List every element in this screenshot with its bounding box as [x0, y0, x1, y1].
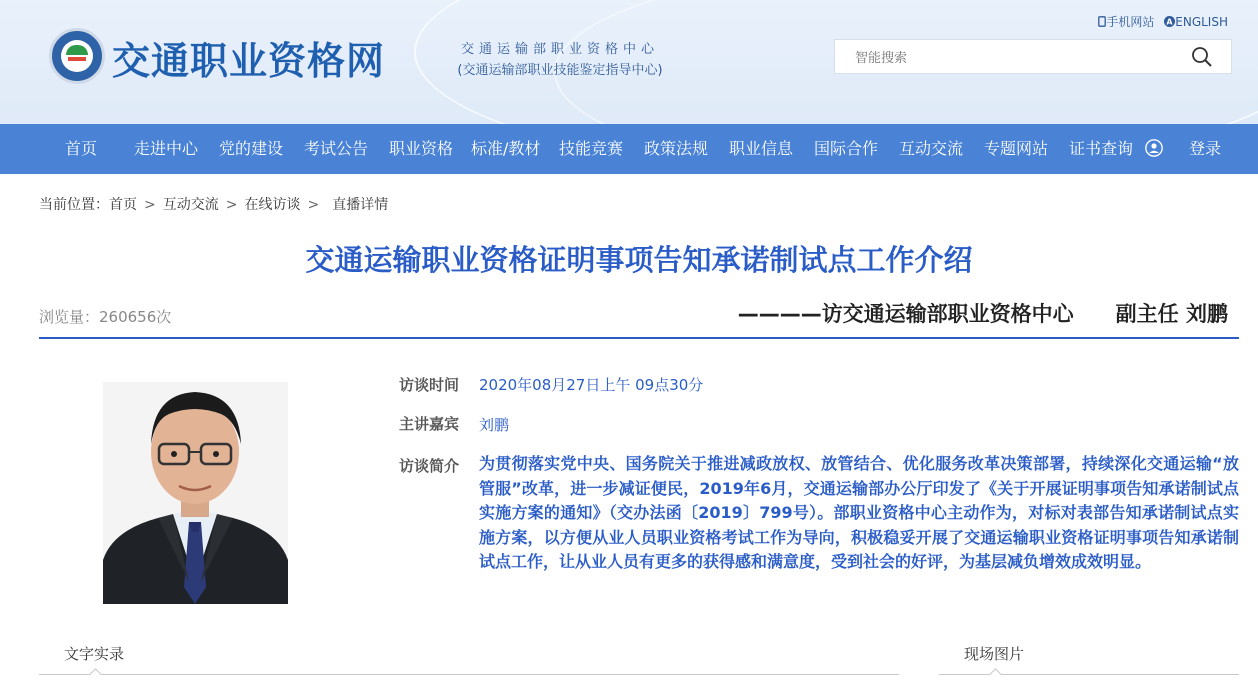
- breadcrumb-prefix: 当前位置：: [39, 197, 109, 213]
- nav-item-policy[interactable]: 政策法规: [644, 139, 709, 158]
- tab-pointer: [89, 668, 102, 681]
- breadcrumb-separator: >: [307, 197, 320, 213]
- center-name: 交通运输部职业资格中心: [460, 42, 659, 57]
- guest-portrait-illustration: [103, 382, 288, 604]
- nav-item-about[interactable]: 走进中心: [134, 139, 199, 158]
- english-link[interactable]: [1164, 15, 1228, 29]
- nav-item-qualification[interactable]: 职业资格: [389, 139, 454, 158]
- svg-text:A: A: [1166, 17, 1173, 27]
- nav-item-interaction[interactable]: 互动交流: [899, 139, 964, 158]
- nav-item-home[interactable]: 首页: [65, 139, 98, 158]
- article-subtitle: ————访交通运输部职业资格中心 副主任 刘鹏: [737, 302, 1228, 326]
- interview-time-value: 2020年08月27日上午 09点30分: [479, 376, 704, 394]
- transcript-divider: [39, 674, 899, 675]
- guest-name: 刘鹏: [479, 416, 510, 434]
- article-title: 交通运输职业资格证明事项告知承诺制试点工作介绍: [305, 243, 973, 277]
- tab-photos[interactable]: 现场图片: [964, 645, 1025, 663]
- search-input[interactable]: [853, 46, 1177, 70]
- view-count: 浏览量：260656次: [39, 308, 172, 326]
- nav-item-topics[interactable]: 专题网站: [984, 139, 1049, 158]
- nav-item-competition[interactable]: 技能竞赛: [559, 139, 624, 158]
- top-links: [1092, 13, 1228, 30]
- guest-label: 主讲嘉宾: [399, 415, 460, 433]
- breadcrumb-home[interactable]: 首页: [109, 197, 137, 213]
- user-icon[interactable]: [1145, 139, 1163, 157]
- nav-item-occupation-info[interactable]: 职业信息: [729, 139, 794, 158]
- nav-item-party[interactable]: 党的建设: [219, 139, 284, 158]
- guest-photo: [103, 382, 288, 604]
- nav-item-exam-notice[interactable]: 考试公告: [304, 139, 369, 158]
- search-icon[interactable]: [1191, 46, 1213, 68]
- breadcrumb-online-interview[interactable]: 在线访谈: [244, 197, 301, 213]
- breadcrumb-live-detail[interactable]: 直播详情: [332, 197, 389, 213]
- tab-transcript[interactable]: 文字实录: [64, 645, 125, 663]
- site-logo-text[interactable]: 交通职业资格网: [112, 39, 386, 83]
- english-link-label: ENGLISH: [1175, 15, 1228, 29]
- search-box[interactable]: [834, 39, 1232, 74]
- mobile-link-label: 手机网站: [1106, 15, 1155, 29]
- login-link[interactable]: 登录: [1189, 139, 1222, 158]
- center-subname: (交通运输部职业技能鉴定指导中心): [457, 63, 663, 78]
- main-nav: [0, 124, 1258, 174]
- photos-divider: [939, 674, 1239, 675]
- interview-time-label: 访谈时间: [399, 376, 460, 394]
- intro-label: 访谈简介: [399, 457, 460, 475]
- breadcrumb-separator: >: [225, 197, 238, 213]
- site-header: [0, 0, 1258, 124]
- breadcrumb: [39, 194, 388, 214]
- tab-pointer: [989, 668, 1002, 681]
- breadcrumb-separator: >: [144, 197, 156, 213]
- title-divider: [39, 337, 1239, 339]
- nav-item-standards[interactable]: 标准/教材: [471, 139, 541, 158]
- mobile-link[interactable]: [1098, 15, 1158, 29]
- nav-item-international[interactable]: 国际合作: [814, 139, 879, 158]
- nav-item-certificate-query[interactable]: 证书查询: [1069, 139, 1134, 158]
- english-globe-icon: [1164, 16, 1175, 27]
- interview-intro: 为贯彻落实党中央、国务院关于推进减政放权、放管结合、优化服务改革决策部署，持续深化交通运输“放管服”改革，进一步减证便民，2019年6月，交通运输部办公厅印发了《关于开展证明事项告知承诺制试点实施方案的通知》（交办法函〔2019〕799号）。部职业资格中心主动作为，对标对表部告知承诺制试点实施方案，以方便从业人员职业资格考试工作为导向，积极稳妥开展了交通运输职业资格证明事项告知承诺制试点工作，让从业人员有更多的获得感和满意度，受到社会的好评，为基层减负增效成效明显。: [479, 454, 1239, 571]
- breadcrumb-interaction[interactable]: 互动交流: [162, 197, 219, 213]
- logo-badge-icon[interactable]: [49, 28, 105, 84]
